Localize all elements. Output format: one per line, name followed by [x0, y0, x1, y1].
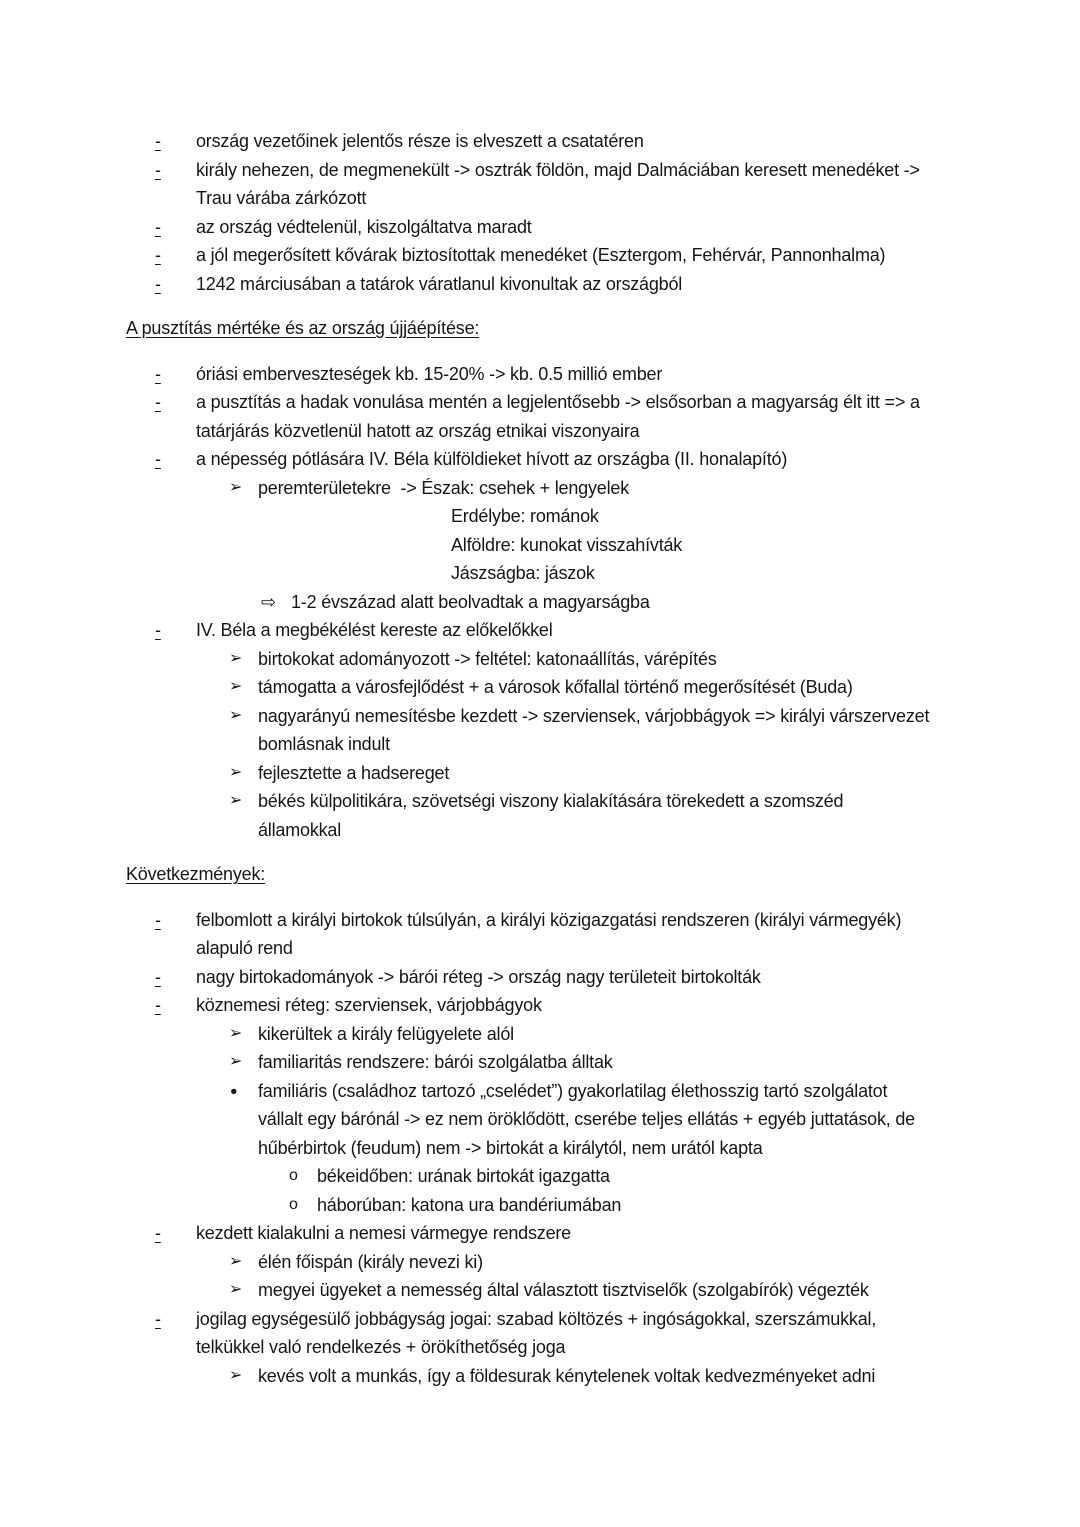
text-line: megyei ügyeket a nemesség által választott tisztviselők (szolgabírók) végezték	[258, 1280, 869, 1300]
list-item	[126, 156, 1024, 213]
dash-bullet-icon: -	[155, 449, 161, 469]
list-item	[126, 1248, 1024, 1277]
arrowhead-bullet-icon: ➢	[229, 763, 243, 781]
text-line: birtokokat adományozott -> feltétel: katonaállítás, várépítés	[258, 648, 717, 669]
dash-bullet-icon: -	[155, 1223, 161, 1243]
dash-bullet-icon: -	[155, 1308, 161, 1329]
arrowhead-bullet-icon: ➢	[229, 706, 243, 724]
text-line: 1-2 évszázad alatt beolvadtak a magyarságba	[291, 591, 650, 612]
dash-bullet-icon: -	[155, 159, 161, 180]
text-line: élén főispán (király nevezi ki)	[258, 1251, 483, 1272]
section-heading: A pusztítás mértéke és az ország újjáépítése:	[126, 318, 480, 338]
list-item	[126, 1276, 1024, 1305]
list-item	[126, 502, 1024, 588]
list-item	[126, 213, 1024, 242]
dash-bullet-icon: -	[155, 620, 161, 640]
text-line: békeidőben: urának birtokát igazgatta	[317, 1166, 610, 1186]
text-line: a jól megerősített kővárak biztosítottak menedéket (Esztergom, Fehérvár, Pannonhalma)	[196, 245, 886, 265]
dash-bullet-icon: -	[155, 131, 161, 151]
text-line: kevés volt a munkás, így a földesurak kénytelenek voltak kedvezményeket adni	[258, 1365, 876, 1386]
text-line: vállalt egy bárónál -> ez nem öröklődött, cserébe teljes ellátás + egyéb juttatások, de	[258, 1109, 915, 1129]
text-line: IV. Béla a megbékélést kereste az előkelőkkel	[196, 620, 553, 640]
right-arrow-bullet-icon: ⇨	[261, 591, 276, 612]
arrowhead-bullet-icon: ➢	[229, 1252, 243, 1270]
text-line: familiáris (családhoz tartozó „cselédet”) gyakorlatilag élethosszig tartó szolgálatot	[258, 1080, 888, 1101]
text-line: kezdett kialakulni a nemesi vármegye rendszere	[196, 1223, 571, 1243]
disc-bullet-icon: ●	[230, 1083, 238, 1098]
list-item	[126, 474, 1024, 503]
text-line: tatárjárás közvetlenül hatott az ország etnikai viszonyaira	[196, 420, 640, 441]
circle-bullet-icon: o	[289, 1195, 298, 1213]
notes-document	[126, 127, 1024, 1390]
arrowhead-bullet-icon: ➢	[229, 1281, 243, 1298]
list-item	[126, 388, 1024, 445]
dash-bullet-icon: -	[155, 273, 161, 294]
dash-bullet-icon: -	[155, 363, 161, 384]
arrowhead-bullet-icon: ➢	[229, 792, 243, 809]
list-item	[126, 787, 1024, 844]
text-line: fejlesztette a hadsereget	[258, 762, 450, 783]
list-item	[126, 588, 1024, 617]
list-item	[126, 1162, 1024, 1191]
text-line: kikerültek a király felügyelete alól	[258, 1023, 514, 1044]
arrowhead-bullet-icon: ➢	[229, 1366, 243, 1384]
text-line: telkükkel való rendelkezés + örökíthetőség joga	[196, 1337, 566, 1357]
text-line: Alföldre: kunokat visszahívták	[451, 534, 683, 555]
text-line: Trau várába zárkózott	[196, 188, 367, 208]
text-line: békés külpolitikára, szövetségi viszony kialakítására törekedett a szomszéd	[258, 791, 844, 811]
text-line: hűbérbirtok (feudum) nem -> birtokát a királytól, nem urától kapta	[258, 1137, 763, 1158]
text-line: familiaritás rendszere: bárói szolgálatba álltak	[258, 1052, 613, 1072]
dash-bullet-icon: -	[155, 909, 161, 930]
list-item	[126, 445, 1024, 474]
list-item	[126, 991, 1024, 1020]
list-item	[126, 360, 1024, 389]
list-item	[126, 1048, 1024, 1077]
list-item	[126, 127, 1024, 156]
list-item	[126, 1020, 1024, 1049]
text-line: Erdélybe: románok	[451, 506, 599, 526]
dash-bullet-icon: -	[155, 245, 161, 265]
dash-bullet-icon: -	[155, 995, 161, 1015]
dash-bullet-icon: -	[155, 966, 161, 987]
arrowhead-bullet-icon: ➢	[229, 1024, 243, 1042]
list-item	[126, 270, 1024, 299]
list-item	[126, 673, 1024, 702]
text-line: támogatta a városfejlődést + a városok kőfallal történő megerősítését (Buda)	[258, 677, 853, 697]
text-line: bomlásnak indult	[258, 734, 390, 754]
dash-bullet-icon: -	[155, 392, 161, 412]
section-heading: Következmények:	[126, 864, 266, 884]
text-line: ország vezetőinek jelentős része is elveszett a csatatéren	[196, 131, 644, 151]
text-line: köznemesi réteg: szerviensek, várjobbágyok	[196, 995, 542, 1015]
text-line: jogilag egységesülő jobbágyság jogai: szabad költözés + ingóságokkal, szerszámukkal,	[196, 1308, 877, 1329]
text-line: király nehezen, de megmenekült -> osztrák földön, majd Dalmáciában keresett menedéket ->	[196, 159, 920, 180]
arrowhead-bullet-icon: ➢	[229, 478, 243, 496]
text-line: nagy birtokadományok -> bárói réteg -> ország nagy területeit birtokolták	[196, 966, 761, 987]
text-line: 1242 márciusában a tatárok váratlanul kivonultak az országból	[196, 273, 683, 294]
text-line: a pusztítás a hadak vonulása mentén a legjelentősebb -> elsősorban a magyarság élt itt => a	[196, 392, 920, 412]
text-line: az ország védtelenül, kiszolgáltatva maradt	[196, 216, 532, 237]
dash-bullet-icon: -	[155, 216, 161, 237]
text-line: Jászságba: jászok	[451, 563, 595, 583]
list-item	[126, 1219, 1024, 1248]
text-line: alapuló rend	[196, 938, 293, 958]
text-line: peremterületekre -> Észak: csehek + lengyelek	[258, 477, 629, 498]
list-item	[126, 241, 1024, 270]
circle-bullet-icon: o	[289, 1167, 298, 1184]
arrowhead-bullet-icon: ➢	[229, 1053, 243, 1070]
list-item	[126, 702, 1024, 759]
text-line: felbomlott a királyi birtokok túlsúlyán, a királyi közigazgatási rendszeren (királyi vármegyék)	[196, 909, 902, 930]
list-item	[126, 1305, 1024, 1362]
list-item	[126, 645, 1024, 674]
text-line: óriási emberveszteségek kb. 15-20% -> kb. 0.5 millió ember	[196, 363, 663, 384]
list-item	[126, 1077, 1024, 1163]
list-item	[126, 1362, 1024, 1391]
list-item	[126, 906, 1024, 963]
text-line: a népesség pótlására IV. Béla külföldieket hívott az országba (II. honalapító)	[196, 449, 788, 469]
list-item	[126, 963, 1024, 992]
text-line: háborúban: katona ura bandériumában	[317, 1194, 622, 1215]
list-item	[126, 759, 1024, 788]
arrowhead-bullet-icon: ➢	[229, 649, 243, 667]
arrowhead-bullet-icon: ➢	[229, 678, 243, 695]
list-item	[126, 1191, 1024, 1220]
text-line: államokkal	[258, 819, 342, 840]
text-line: nagyarányú nemesítésbe kezdett -> szerviensek, várjobbágyok => királyi várszervezet	[258, 705, 930, 726]
list-item	[126, 616, 1024, 645]
